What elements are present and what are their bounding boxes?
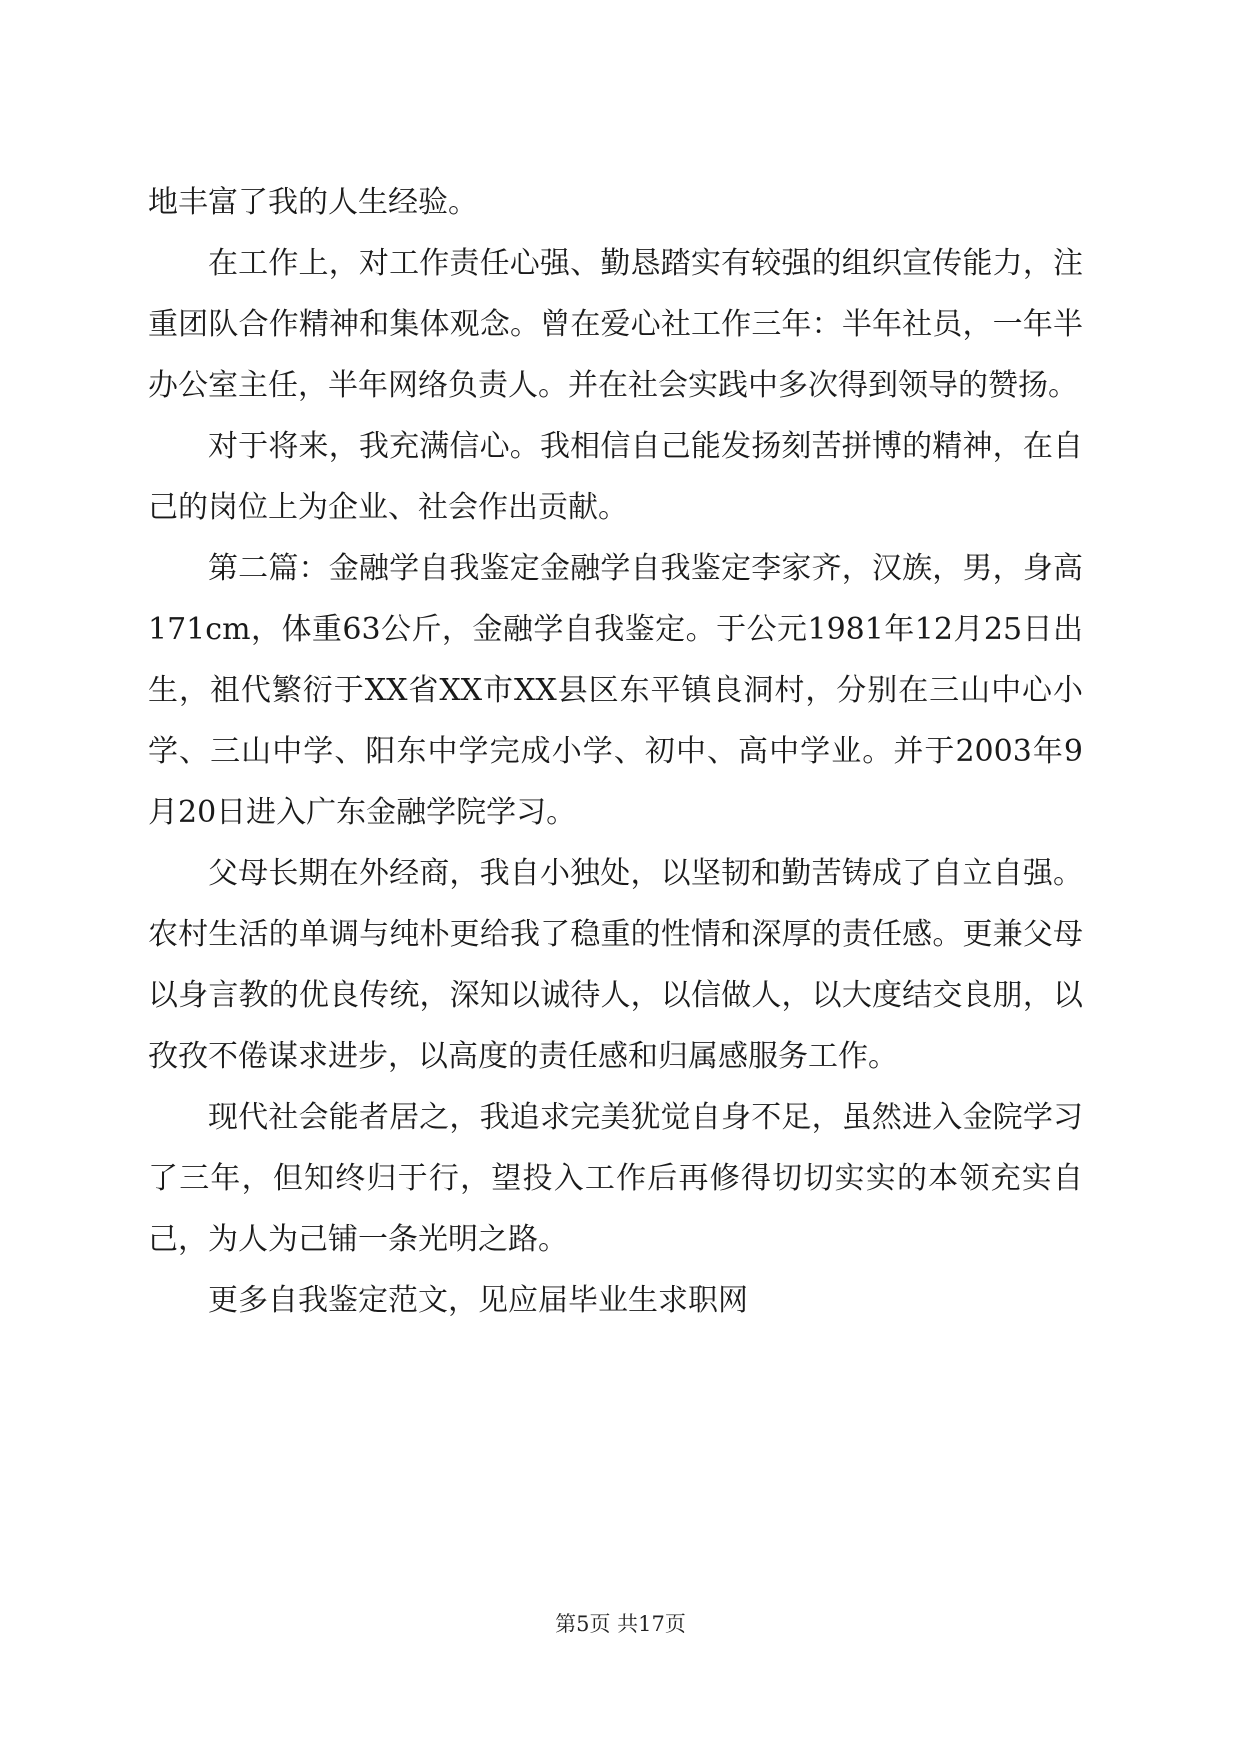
page-number-footer: 第5页 共17页 [555, 1612, 686, 1636]
paragraph-society: 现代社会能者居之，我追求完美犹觉自身不足，虽然进入金院学习了三年，但知终归于行，望投入工作后再修得切切实实的本领充实自己，为人为己铺一条光明之路。 [148, 1100, 1083, 1257]
paragraph-second-article: 第二篇：金融学自我鉴定金融学自我鉴定李家齐，汉族，男，身高171cm，体重63公斤，金融学自我鉴定。于公元1981年12月25日出生，祖代繁衍于XX省XX市XX县区东平镇良洞村，分别在三山中心小学、三山中学、阳东中学完成小学、初中、高中学业。并于2003年9月20日进入广东金融学院学习。 [148, 551, 1083, 830]
paragraph-future: 对于将来，我充满信心。我相信自己能发扬刻苦拼博的精神，在自己的岗位上为企业、社会作出贡献。 [148, 429, 1083, 525]
paragraph-family: 父母长期在外经商，我自小独处，以坚韧和勤苦铸成了自立自强。农村生活的单调与纯朴更给我了稳重的性情和深厚的责任感。更兼父母以身言教的优良传统，深知以诚待人，以信做人，以大度结交良朋，以孜孜不倦谋求进步，以高度的责任感和归属感服务工作。 [148, 856, 1083, 1074]
paragraph-work: 在工作上，对工作责任心强、勤恳踏实有较强的组织宣传能力，注重团队合作精神和集体观念。曾在爱心社工作三年：半年社员，一年半办公室主任，半年网络负责人。并在社会实践中多次得到领导的赞扬。 [148, 246, 1083, 403]
paragraph-more: 更多自我鉴定范文，见应届毕业生求职网 [208, 1283, 748, 1318]
document-body [148, 172, 1083, 1331]
paragraph-continuation: 地丰富了我的人生经验。 [148, 185, 478, 220]
